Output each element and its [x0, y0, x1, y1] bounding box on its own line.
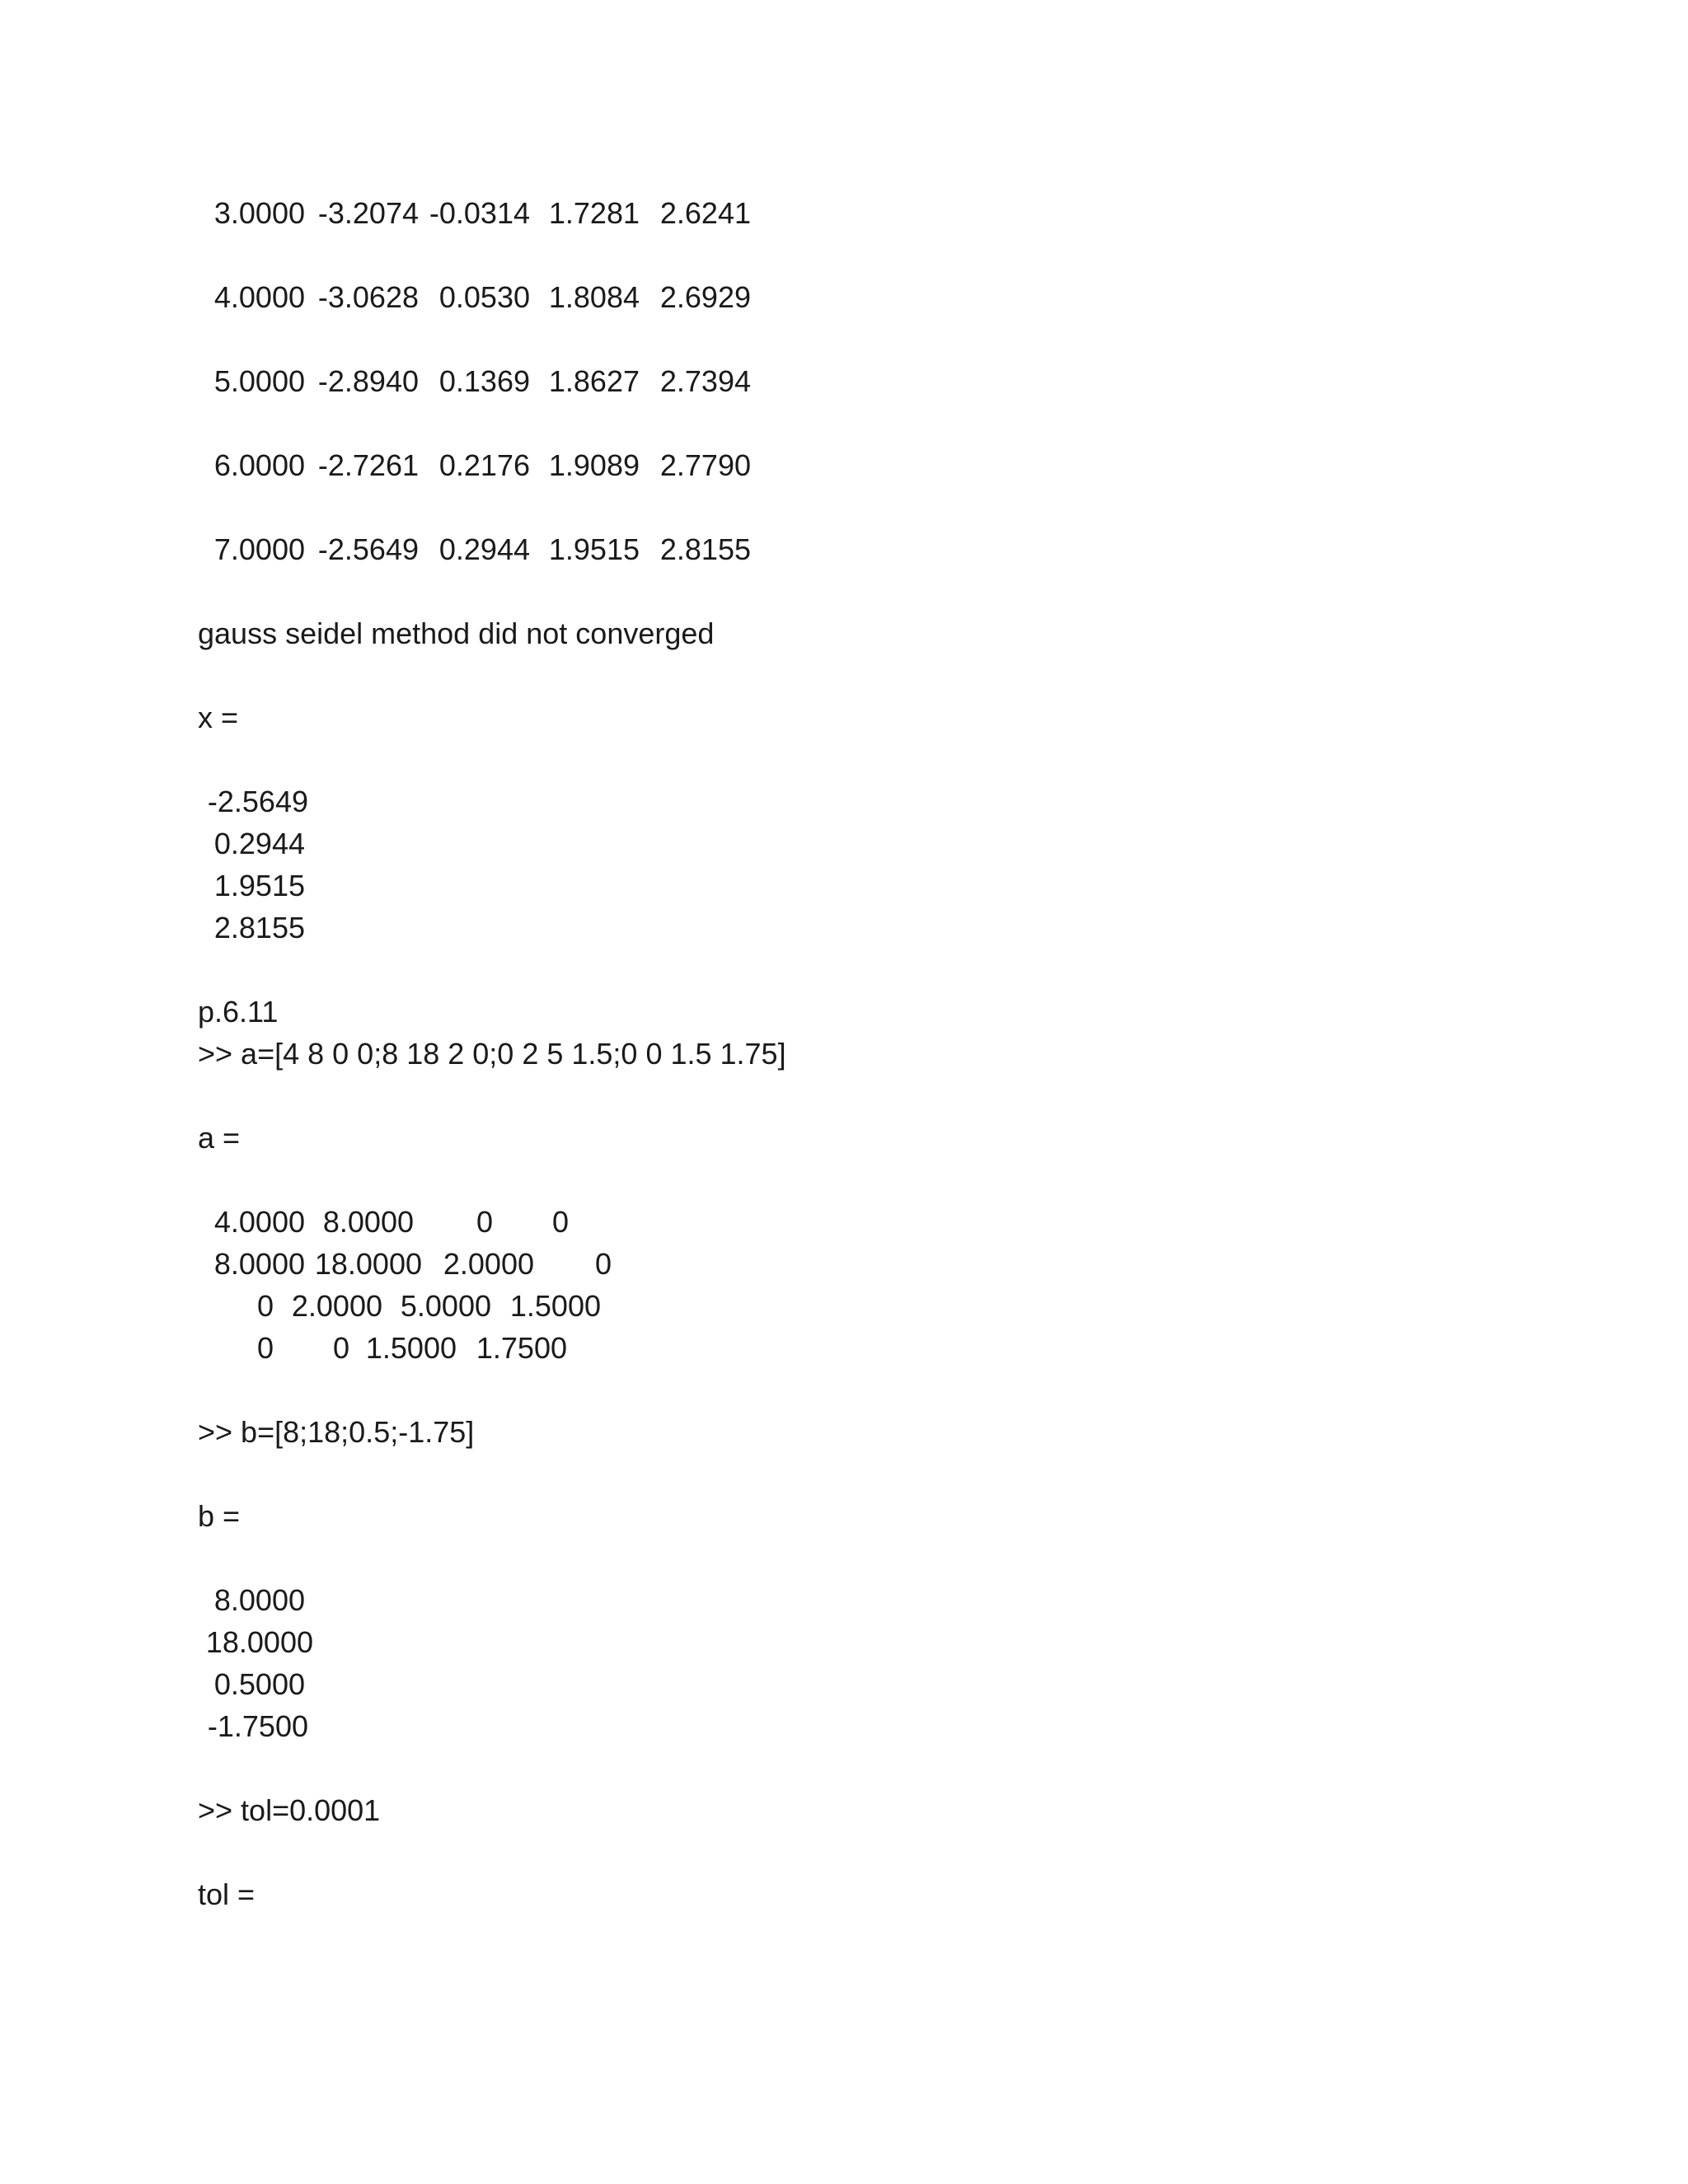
matrix-cell: 0: [594, 1247, 612, 1281]
table-cell: 2.6929: [659, 280, 751, 314]
vector-value: 18.0000: [205, 1625, 313, 1659]
status-message: gauss seidel method did not converged: [198, 616, 715, 650]
vector-value: 1.9515: [213, 869, 305, 902]
vector-value: 0.2944: [213, 827, 305, 860]
table-cell: -2.8940: [317, 364, 419, 398]
matrix-cell: 2.0000: [443, 1247, 534, 1281]
table-cell: 5.0000: [213, 364, 305, 398]
matrix-cell: 1.7500: [476, 1331, 567, 1365]
matrix-cell: 1.5000: [365, 1331, 457, 1365]
table-cell: -3.0628: [317, 280, 419, 314]
matrix-cell: 4.0000: [213, 1205, 305, 1239]
vector-value: 2.8155: [213, 911, 305, 944]
table-cell: 1.9089: [548, 448, 640, 482]
matrix-cell: 2.0000: [291, 1289, 382, 1323]
table-cell: 2.7394: [659, 364, 751, 398]
matrix-cell: 8.0000: [213, 1247, 305, 1281]
vector-value: 0.5000: [213, 1667, 305, 1701]
table-cell: 7.0000: [213, 532, 305, 566]
table-cell: -0.0314: [429, 196, 530, 230]
matrix-cell: 18.0000: [314, 1247, 422, 1281]
matrix-cell: 0: [256, 1289, 274, 1323]
vector-value: -1.7500: [207, 1709, 308, 1743]
table-cell: -2.5649: [317, 532, 419, 566]
table-cell: 1.8627: [548, 364, 640, 398]
matrix-cell: 8.0000: [322, 1205, 414, 1239]
table-cell: 1.7281: [548, 196, 640, 230]
table-cell: 3.0000: [213, 196, 305, 230]
table-cell: 2.8155: [659, 532, 751, 566]
tol-label: tol =: [198, 1877, 256, 1911]
matrix-cell: 5.0000: [400, 1289, 491, 1323]
table-cell: 1.8084: [548, 280, 640, 314]
table-cell: -2.7261: [317, 448, 419, 482]
table-cell: -3.2074: [317, 196, 419, 230]
table-cell: 6.0000: [213, 448, 305, 482]
a-label: a =: [198, 1121, 241, 1155]
vector-value: 8.0000: [213, 1583, 305, 1617]
matrix-cell: 0: [551, 1205, 569, 1239]
table-cell: 4.0000: [213, 280, 305, 314]
table-cell: 2.7790: [659, 448, 751, 482]
command-line: >> b=[8;18;0.5;-1.75]: [198, 1415, 475, 1449]
vector-value: -2.5649: [207, 785, 308, 818]
x-label: x =: [198, 701, 239, 734]
table-cell: 2.6241: [659, 196, 751, 230]
matrix-cell: 0: [476, 1205, 493, 1239]
matrix-cell: 1.5000: [509, 1289, 601, 1323]
table-cell: 1.9515: [548, 532, 640, 566]
table-cell: 0.0530: [438, 280, 530, 314]
command-line: >> a=[4 8 0 0;8 18 2 0;0 2 5 1.5;0 0 1.5 1.75]: [198, 1037, 786, 1071]
matrix-cell: 0: [332, 1331, 349, 1365]
table-cell: 0.2944: [438, 532, 530, 566]
table-cell: 0.2176: [438, 448, 530, 482]
table-cell: 0.1369: [438, 364, 530, 398]
matrix-cell: 0: [256, 1331, 274, 1365]
command-line: >> tol=0.0001: [198, 1793, 381, 1827]
problem-heading: p.6.11: [198, 995, 279, 1029]
b-label: b =: [198, 1499, 241, 1533]
